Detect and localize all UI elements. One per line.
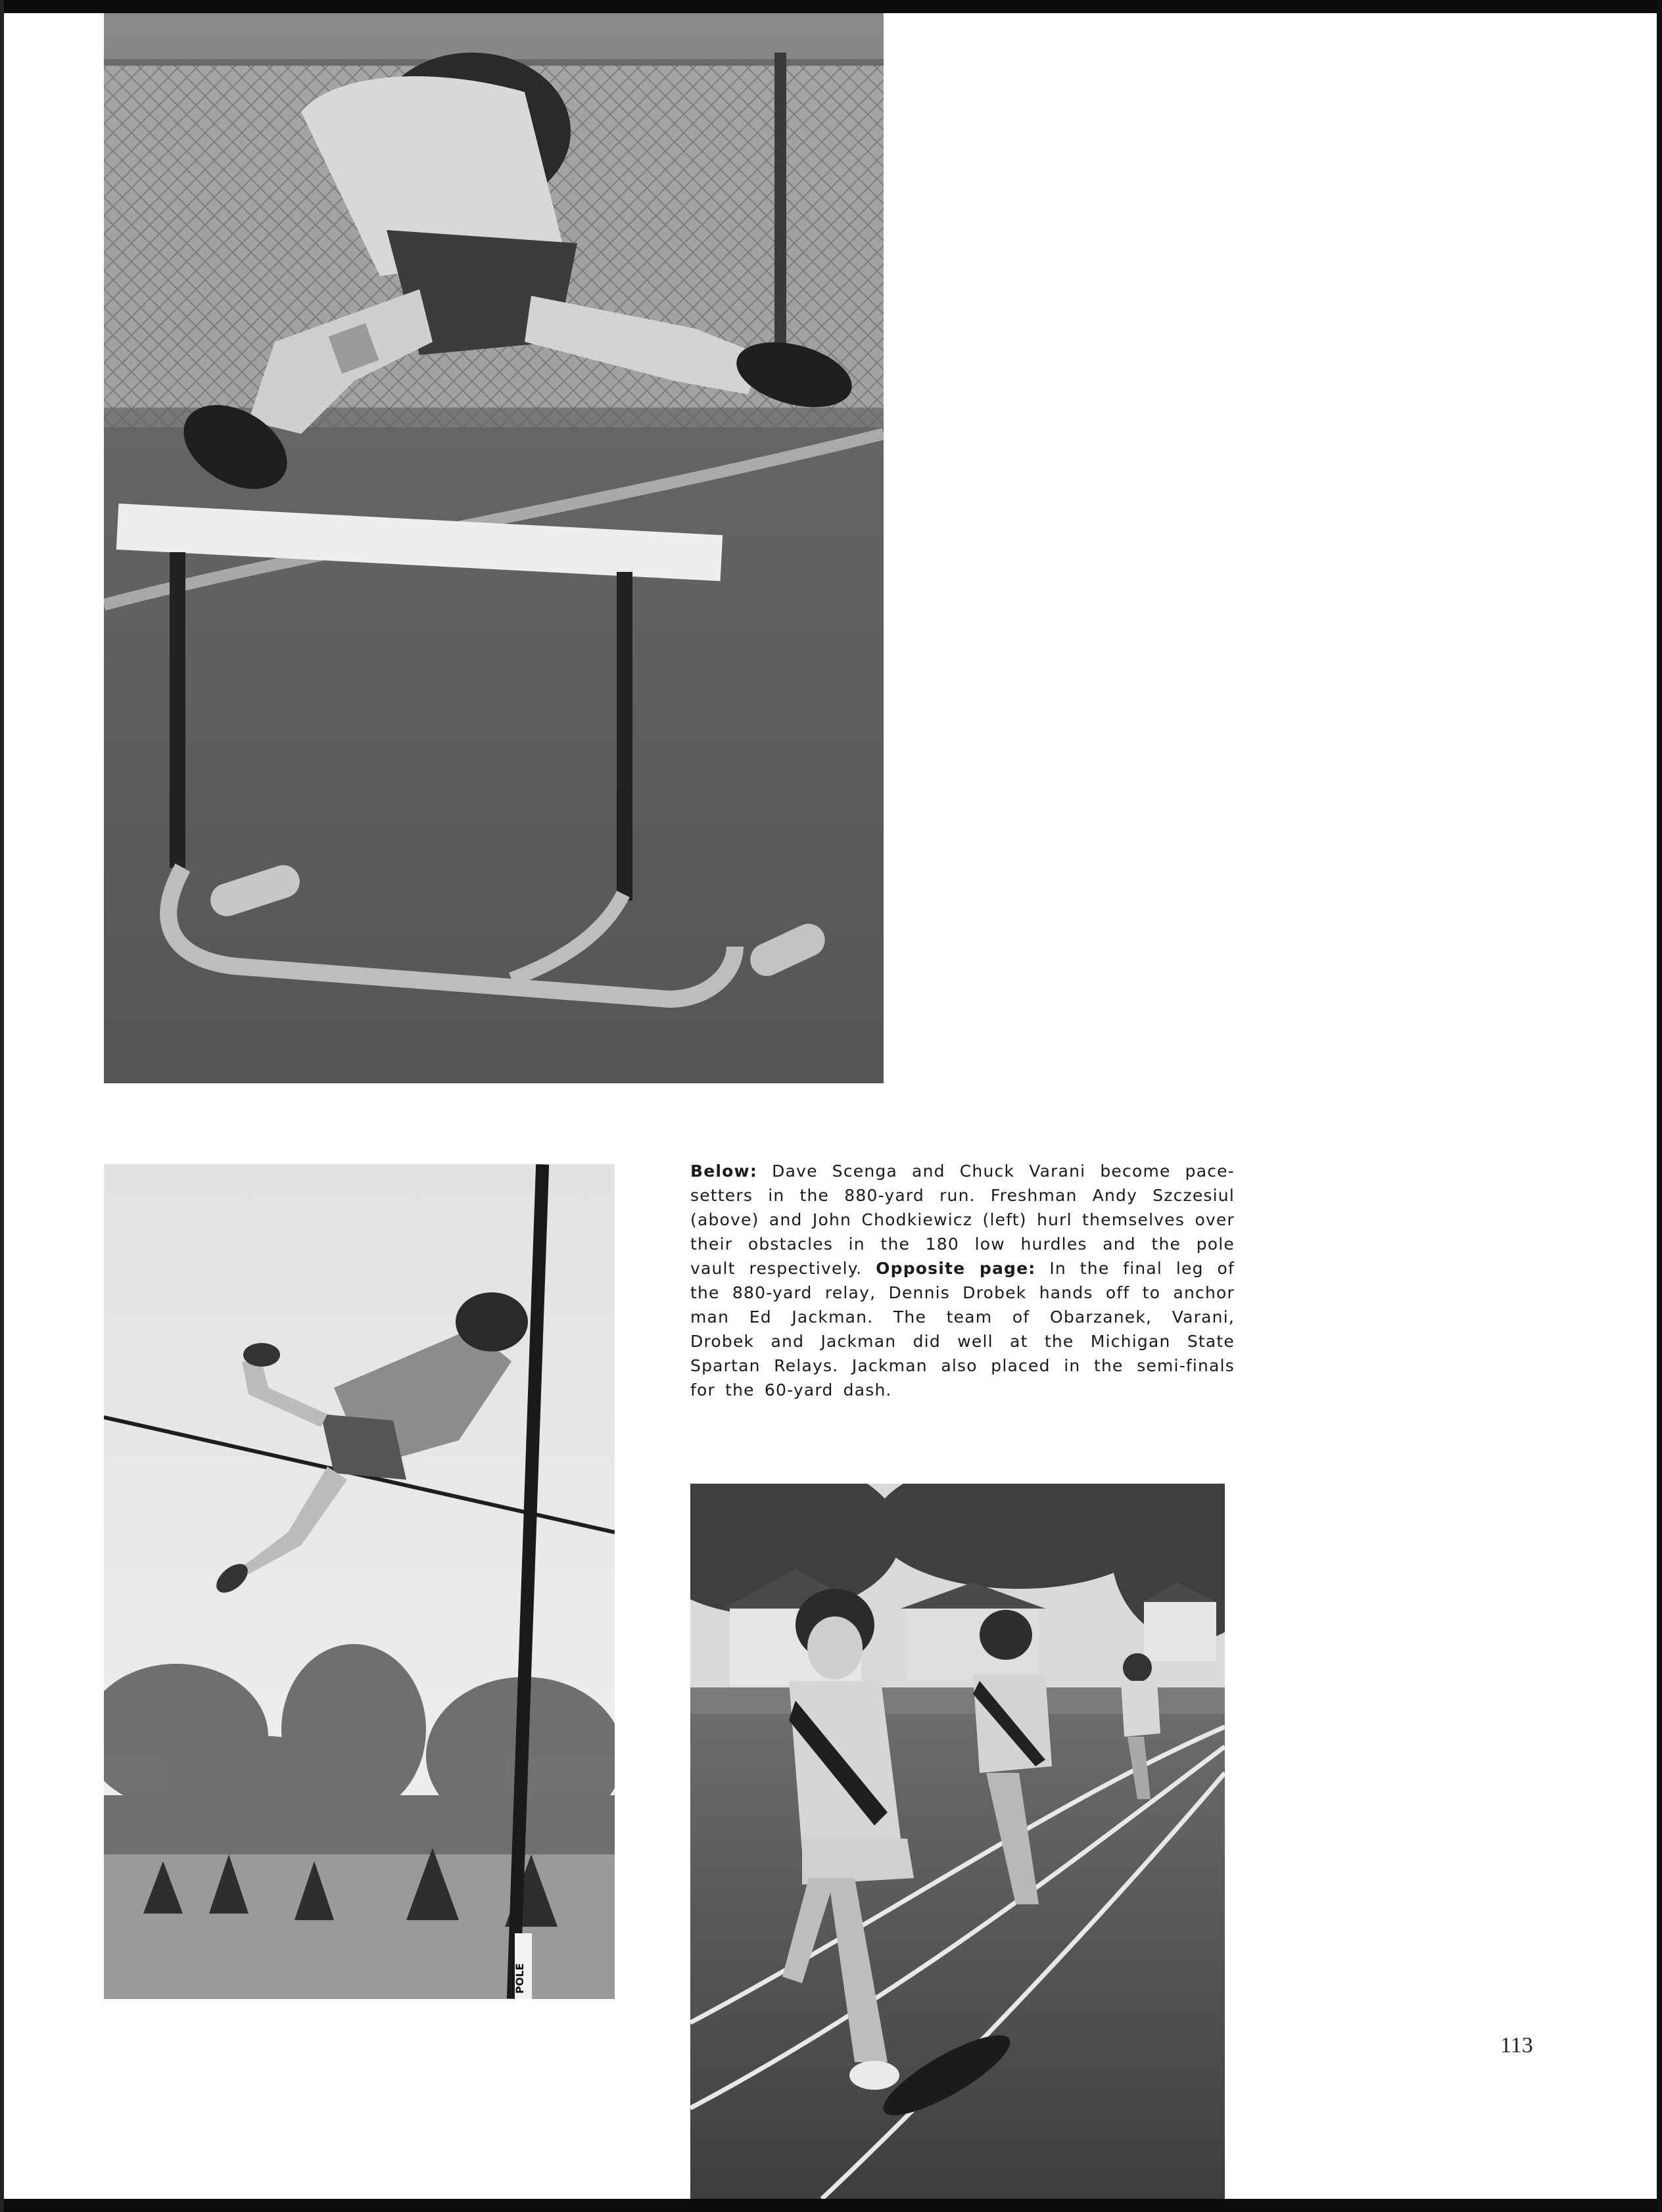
caption-below-text: Dave Scenga and Chuck Varani become pace-setters in the 880-yard run. Freshman Andy Szczesiul (above) and John Chodkiewicz (left) hurl themselves over their obstacles in the 180 low hurdles and the pole vault respectively. xyxy=(690,1162,1235,1278)
pole-vault-photo xyxy=(104,1164,615,1999)
caption-opposite-text: In the final leg of the 880-yard relay, Dennis Drobek hands off to anchor man Ed Jackman. The team of Obarzanek, Varani, Drobek and Jackman did well at the Michigan State Spartan Relays. Jackman also placed in the semi-finals for the 60-yard dash. xyxy=(690,1259,1235,1400)
page-number: 113 xyxy=(1500,2033,1533,2058)
caption-below-label: Below: xyxy=(690,1162,758,1181)
caption-opposite-label: Opposite page: xyxy=(876,1259,1036,1278)
scan-border-left xyxy=(0,0,4,2212)
scan-border-bottom xyxy=(0,2199,1662,2212)
scan-border-top xyxy=(0,0,1662,13)
photo-caption xyxy=(690,1159,1235,1402)
scan-border-right xyxy=(1657,0,1662,2212)
hurdler-photo xyxy=(104,13,884,1083)
pole-marking: POLE xyxy=(513,1963,526,1994)
relay-runners-photo xyxy=(690,1484,1225,2199)
